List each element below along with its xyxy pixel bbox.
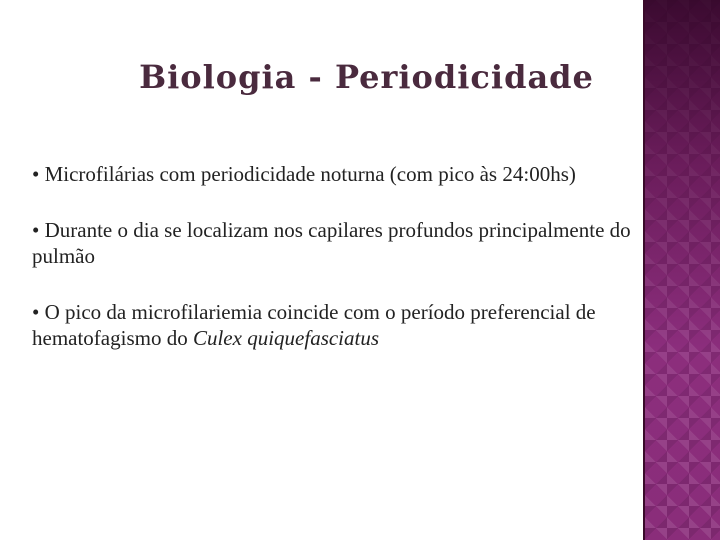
sidebar-gradient [645,0,720,540]
bullet-item [32,217,632,269]
decorative-sidebar [643,0,720,540]
slide-body [32,161,632,381]
bullet-text: • Durante o dia se localizam nos capilares profundos principalmente do pulmão [32,218,631,268]
species-name: Culex quiquefasciatus [192,326,380,350]
bullet-text: • O pico da microfilariemia coincide com o período preferencial de hematofagismo do [32,300,596,350]
bullet-item [32,299,632,351]
bullet-item [32,161,632,187]
slide-title: Biologia - Periodicidade [139,58,594,96]
bullet-text: • Microfilárias com periodicidade noturna (com pico às 24:00hs) [32,162,576,186]
